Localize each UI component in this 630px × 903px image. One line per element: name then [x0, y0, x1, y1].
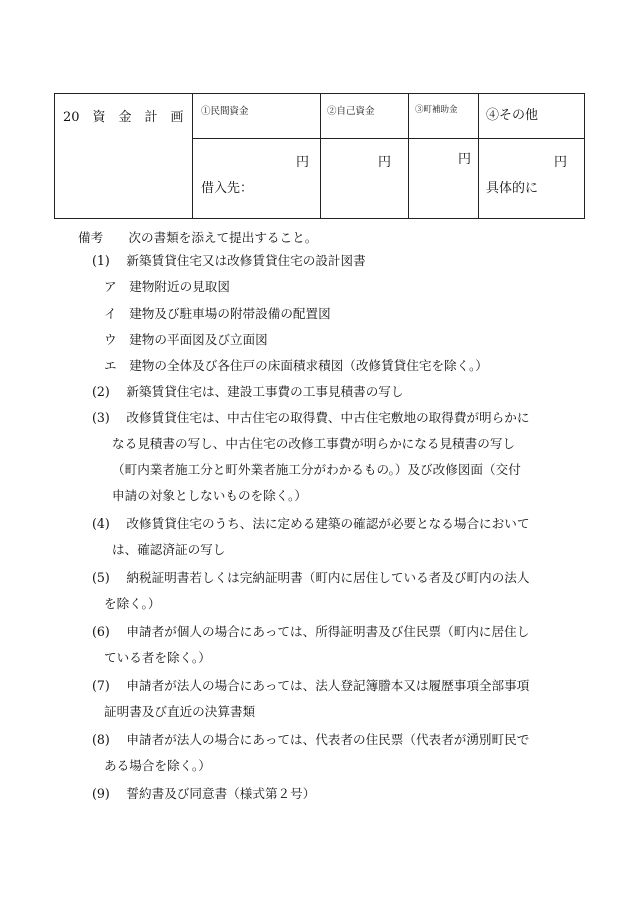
private-funds-header: ①民間資金 [201, 106, 249, 117]
note-subitem: エ 建物の全体及び各住戸の床面積求積図（改修賃貸住宅を除く。） [104, 358, 488, 373]
note-item: (6) 申請者が個人の場合にあっては、所得証明書及び住民票（町内に居住し [92, 624, 530, 639]
note-item-continuation: 証明書及び直近の決算書類 [104, 704, 256, 719]
note-item-continuation: 申請の対象としないものを除く。） [112, 488, 307, 503]
other-funds-header: ④その他 [486, 108, 539, 123]
note-item: (1) 新築賃貸住宅又は改修賃貸住宅の設計図書 [92, 253, 366, 268]
town-subsidy-yen: 円 [458, 152, 472, 167]
table-divider [192, 138, 584, 139]
note-item-continuation: を除く。） [104, 596, 161, 611]
note-item: (8) 申請者が法人の場合にあっては、代表者の住民票（代表者が湧別町民で [92, 732, 530, 747]
note-item-continuation: （町内業者施工分と町外業者施工分がわかるもの。）及び改修図面（交付 [112, 462, 521, 477]
own-funds-yen: 円 [378, 155, 392, 170]
private-funds-yen: 円 [296, 155, 310, 170]
note-item: (2) 新築賃貸住宅は、建設工事費の工事見積書の写し [92, 384, 404, 399]
note-item: (5) 納税証明書若しくは完納証明書（町内に居住している者及び町内の法人 [92, 570, 530, 585]
own-funds-header: ②自己資金 [327, 106, 375, 117]
note-item-continuation: なる見積書の写し、中古住宅の改修工事費が明らかになる見積書の写し [112, 436, 515, 451]
funding-plan-title: 20 資 金 計 画 [63, 110, 184, 125]
note-item: (9) 誓約書及び同意書（様式第２号） [92, 786, 316, 801]
note-item: (7) 申請者が法人の場合にあっては、法人登記簿謄本又は履歴事項全部事項 [92, 678, 530, 693]
funding-plan-table [54, 93, 585, 219]
table-divider [320, 94, 321, 218]
table-divider [192, 94, 193, 218]
specifics-label: 具体的に [486, 181, 539, 196]
town-subsidy-header: ③町補助金 [415, 105, 458, 115]
notes-heading: 備考 次の書類を添えて提出すること。 [78, 230, 318, 245]
note-subitem: ウ 建物の平面図及び立面図 [104, 332, 268, 347]
note-subitem: ア 建物附近の見取図 [104, 279, 230, 294]
table-divider [478, 94, 479, 218]
note-item-continuation: は、確認済証の写し [112, 542, 226, 557]
note-item-continuation: ある場合を除く。） [104, 758, 211, 773]
table-divider [408, 94, 409, 218]
other-funds-yen: 円 [554, 155, 568, 170]
note-subitem: イ 建物及び駐車場の附帯設備の配置図 [104, 306, 331, 321]
lender-label: 借入先： [201, 181, 254, 196]
note-item: (3) 改修賃貸住宅は、中古住宅の取得費、中古住宅敷地の取得費が明らかに [92, 410, 530, 425]
note-item-continuation: ている者を除く。） [104, 650, 211, 665]
note-item: (4) 改修賃貸住宅のうち、法に定める建築の確認が必要となる場合において [92, 516, 530, 531]
